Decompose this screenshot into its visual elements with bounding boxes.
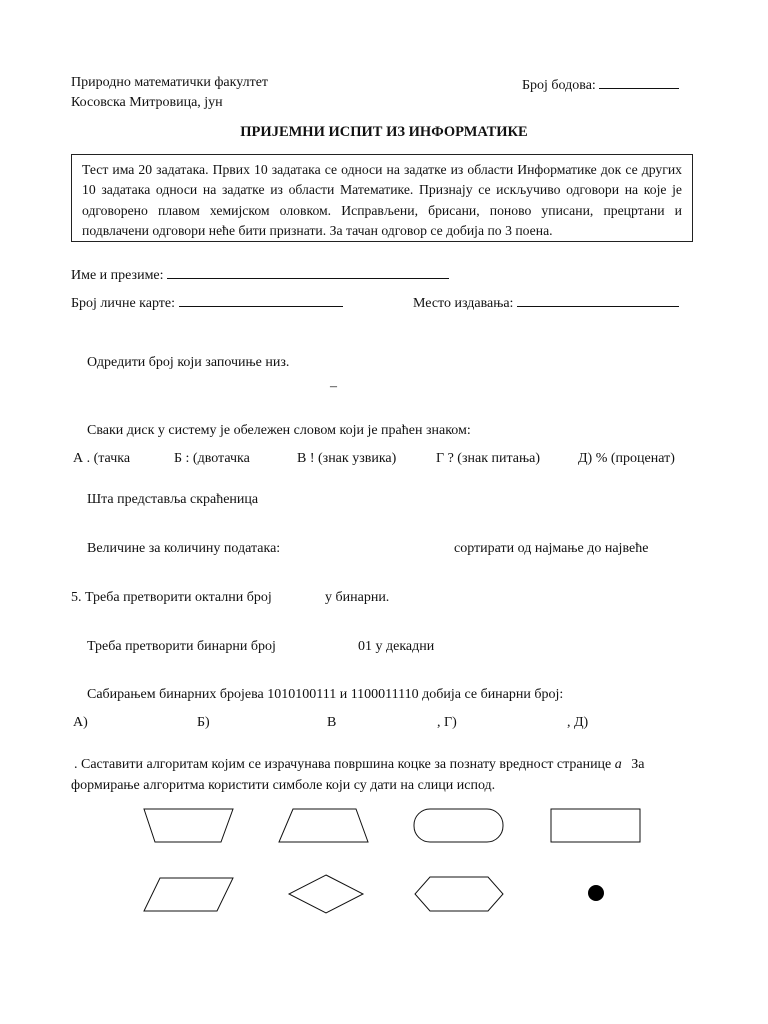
faculty-name: Природно математички факултет bbox=[71, 75, 269, 90]
instructions-text: Тест има 20 задатака. Првих 10 задатака се односи на задатке из области Информатике док се других 10 задатака односи на задатке из области Математике. Признају се искључиво одговори на које је одговорено плавом хемијском оловком. Исправљени, брисани, поново уписани, прецртани и подвлачени одговори неће бити признати. За тачан одговор се добија по 3 поена. bbox=[82, 162, 682, 238]
question-2: Сваки диск у систему је обележен словом који је праћен знаком: bbox=[87, 423, 471, 438]
question-4-instruction: сортирати од најмање до највеће bbox=[454, 541, 649, 556]
id-card-field[interactable] bbox=[71, 292, 343, 313]
q2-option-v[interactable]: В ! (знак узвика) bbox=[297, 451, 397, 466]
question-8-cont: За bbox=[631, 757, 645, 772]
question-1: Одредити број који започиње низ. bbox=[87, 355, 290, 370]
flowchart-symbols bbox=[0, 800, 768, 930]
q7-option-a[interactable]: А) bbox=[73, 715, 88, 730]
q2-option-d[interactable]: Д) % (проценат) bbox=[578, 451, 675, 466]
id-card-blank[interactable] bbox=[179, 292, 343, 307]
name-blank[interactable] bbox=[167, 264, 449, 279]
question-6-suffix: 01 у декадни bbox=[358, 639, 435, 654]
issue-place-label: Место издавања: bbox=[413, 296, 514, 311]
trapezoid-inverted-symbol bbox=[144, 809, 233, 842]
q7-option-d[interactable]: , Д) bbox=[567, 715, 589, 730]
process-rectangle-symbol bbox=[551, 809, 640, 842]
question-5-suffix: у бинарни. bbox=[325, 590, 390, 605]
variable-a: a bbox=[614, 757, 622, 772]
question-8 bbox=[74, 756, 645, 774]
name-field[interactable] bbox=[71, 264, 449, 285]
hexagon-symbol bbox=[415, 877, 503, 911]
parallelogram-symbol bbox=[144, 878, 233, 911]
decision-diamond-symbol bbox=[289, 875, 363, 913]
points-field[interactable] bbox=[522, 74, 679, 95]
question-7: Сабирањем бинарних бројева 1010100111 и 1100011110 добија се бинарни број: bbox=[87, 687, 564, 702]
terminator-symbol bbox=[414, 809, 503, 842]
trapezoid-symbol bbox=[279, 809, 368, 842]
issue-place-field[interactable] bbox=[413, 292, 679, 313]
q7-option-g[interactable]: , Г) bbox=[437, 715, 457, 730]
location-date: Косовска Митровица, јун bbox=[71, 95, 223, 110]
q2-option-b[interactable]: Б : (двотачка bbox=[174, 451, 250, 466]
q7-option-b[interactable]: Б) bbox=[197, 715, 210, 730]
issue-place-blank[interactable] bbox=[517, 292, 679, 307]
points-label: Број бодова: bbox=[522, 78, 596, 93]
question-5: 5. Треба претворити октални број bbox=[71, 590, 272, 605]
question-3: Шта представља скраћеница bbox=[87, 492, 259, 507]
id-card-label: Број личне карте: bbox=[71, 296, 175, 311]
q2-option-a[interactable]: А . (тачка bbox=[73, 451, 131, 466]
points-blank[interactable] bbox=[599, 74, 679, 89]
question-1-dash: – bbox=[330, 379, 337, 394]
q2-option-g[interactable]: Г ? (знак питања) bbox=[436, 451, 540, 466]
question-4: Величине за количину података: bbox=[87, 541, 281, 556]
question-6: Треба претворити бинарни број bbox=[87, 639, 276, 654]
instructions-box bbox=[71, 154, 693, 242]
question-8-text: . Саставити алгоритам којим се израчунава површина коцке за познату вредност странице bbox=[74, 757, 612, 772]
question-8-line-2: формирање алгоритма користити симболе који су дати на слици испод. bbox=[71, 778, 496, 793]
connector-dot-symbol bbox=[588, 885, 604, 901]
name-label: Име и презиме: bbox=[71, 268, 164, 283]
page-title: ПРИЈЕМНИ ИСПИТ ИЗ ИНФОРМАТИКЕ bbox=[240, 124, 528, 140]
q7-option-v[interactable]: В bbox=[327, 715, 337, 730]
